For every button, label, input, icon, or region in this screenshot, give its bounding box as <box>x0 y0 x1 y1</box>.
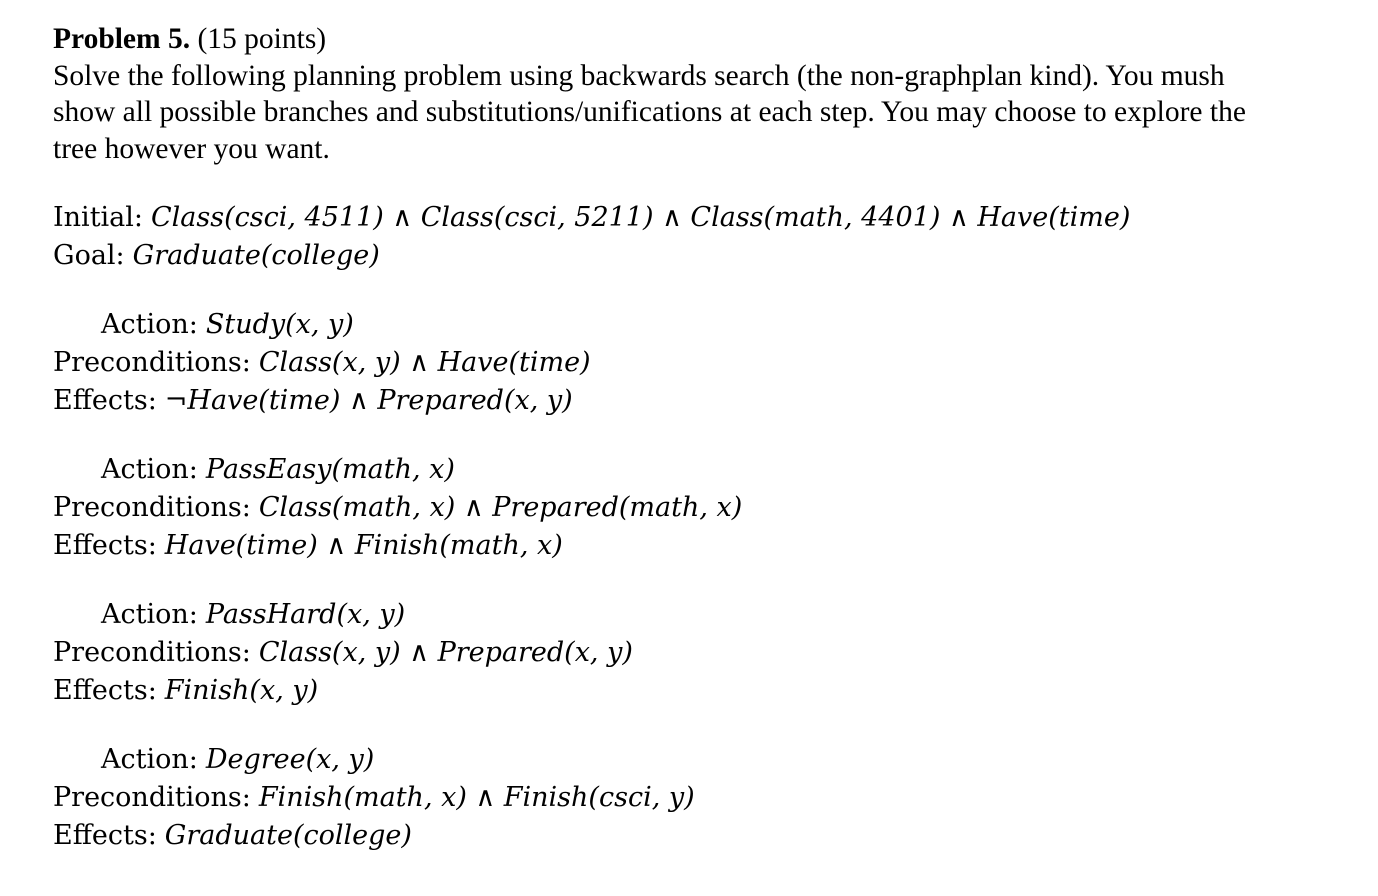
effects-label: Effects: <box>53 530 157 561</box>
preconditions-expression: Class(x, y) ∧ Prepared(x, y) <box>258 637 633 668</box>
preconditions-label: Preconditions: <box>53 347 251 378</box>
goal-label: Goal: <box>53 240 125 271</box>
problem-header <box>53 21 326 57</box>
action-4-header <box>101 741 374 778</box>
action-2-effects <box>53 527 563 564</box>
action-4-preconditions <box>53 779 695 816</box>
action-label: Action: <box>101 744 198 775</box>
action-1-effects <box>53 382 573 419</box>
action-name: Study(x, y) <box>205 309 354 340</box>
effects-expression: Finish(x, y) <box>164 675 319 706</box>
initial-expression: Class(csci, 4511) ∧ Class(csci, 5211) ∧ Class(math, 4401) ∧ Have(time) <box>151 202 1131 233</box>
action-3-effects <box>53 672 318 709</box>
initial-state <box>53 199 1130 236</box>
instruction-line-1: Solve the following planning problem using backwards search (the non-graphplan kind). You mush <box>53 60 1225 92</box>
action-4-effects <box>53 817 412 854</box>
action-label: Action: <box>101 309 198 340</box>
effects-label: Effects: <box>53 385 157 416</box>
effects-expression: Graduate(college) <box>164 820 412 851</box>
action-name: PassHard(x, y) <box>205 599 406 630</box>
effects-expression: Have(time) ∧ Finish(math, x) <box>164 530 563 561</box>
preconditions-expression: Class(x, y) ∧ Have(time) <box>258 347 591 378</box>
goal-expression: Graduate(college) <box>132 240 380 271</box>
effects-label: Effects: <box>53 675 157 706</box>
effects-label: Effects: <box>53 820 157 851</box>
action-1-preconditions <box>53 344 591 381</box>
action-1-header <box>101 306 354 343</box>
action-label: Action: <box>101 454 198 485</box>
action-2-preconditions <box>53 489 742 526</box>
action-name: Degree(x, y) <box>205 744 375 775</box>
goal-state <box>53 237 380 274</box>
instruction-line-3: tree however you want. <box>53 133 330 165</box>
problem-label: Problem 5. <box>53 23 191 55</box>
action-3-preconditions <box>53 634 633 671</box>
effects-expression: ¬Have(time) ∧ Prepared(x, y) <box>164 385 573 416</box>
preconditions-label: Preconditions: <box>53 637 251 668</box>
problem-points: (15 points) <box>197 23 327 55</box>
instruction-line-2: show all possible branches and substitutions/unifications at each step. You may choose to explore the <box>53 96 1246 128</box>
action-3-header <box>101 596 405 633</box>
action-label: Action: <box>101 599 198 630</box>
preconditions-label: Preconditions: <box>53 782 251 813</box>
action-2-header <box>101 451 455 488</box>
action-name: PassEasy(math, x) <box>205 454 455 485</box>
preconditions-expression: Finish(math, x) ∧ Finish(csci, y) <box>258 782 695 813</box>
preconditions-label: Preconditions: <box>53 492 251 523</box>
initial-label: Initial: <box>53 202 144 233</box>
preconditions-expression: Class(math, x) ∧ Prepared(math, x) <box>258 492 743 523</box>
